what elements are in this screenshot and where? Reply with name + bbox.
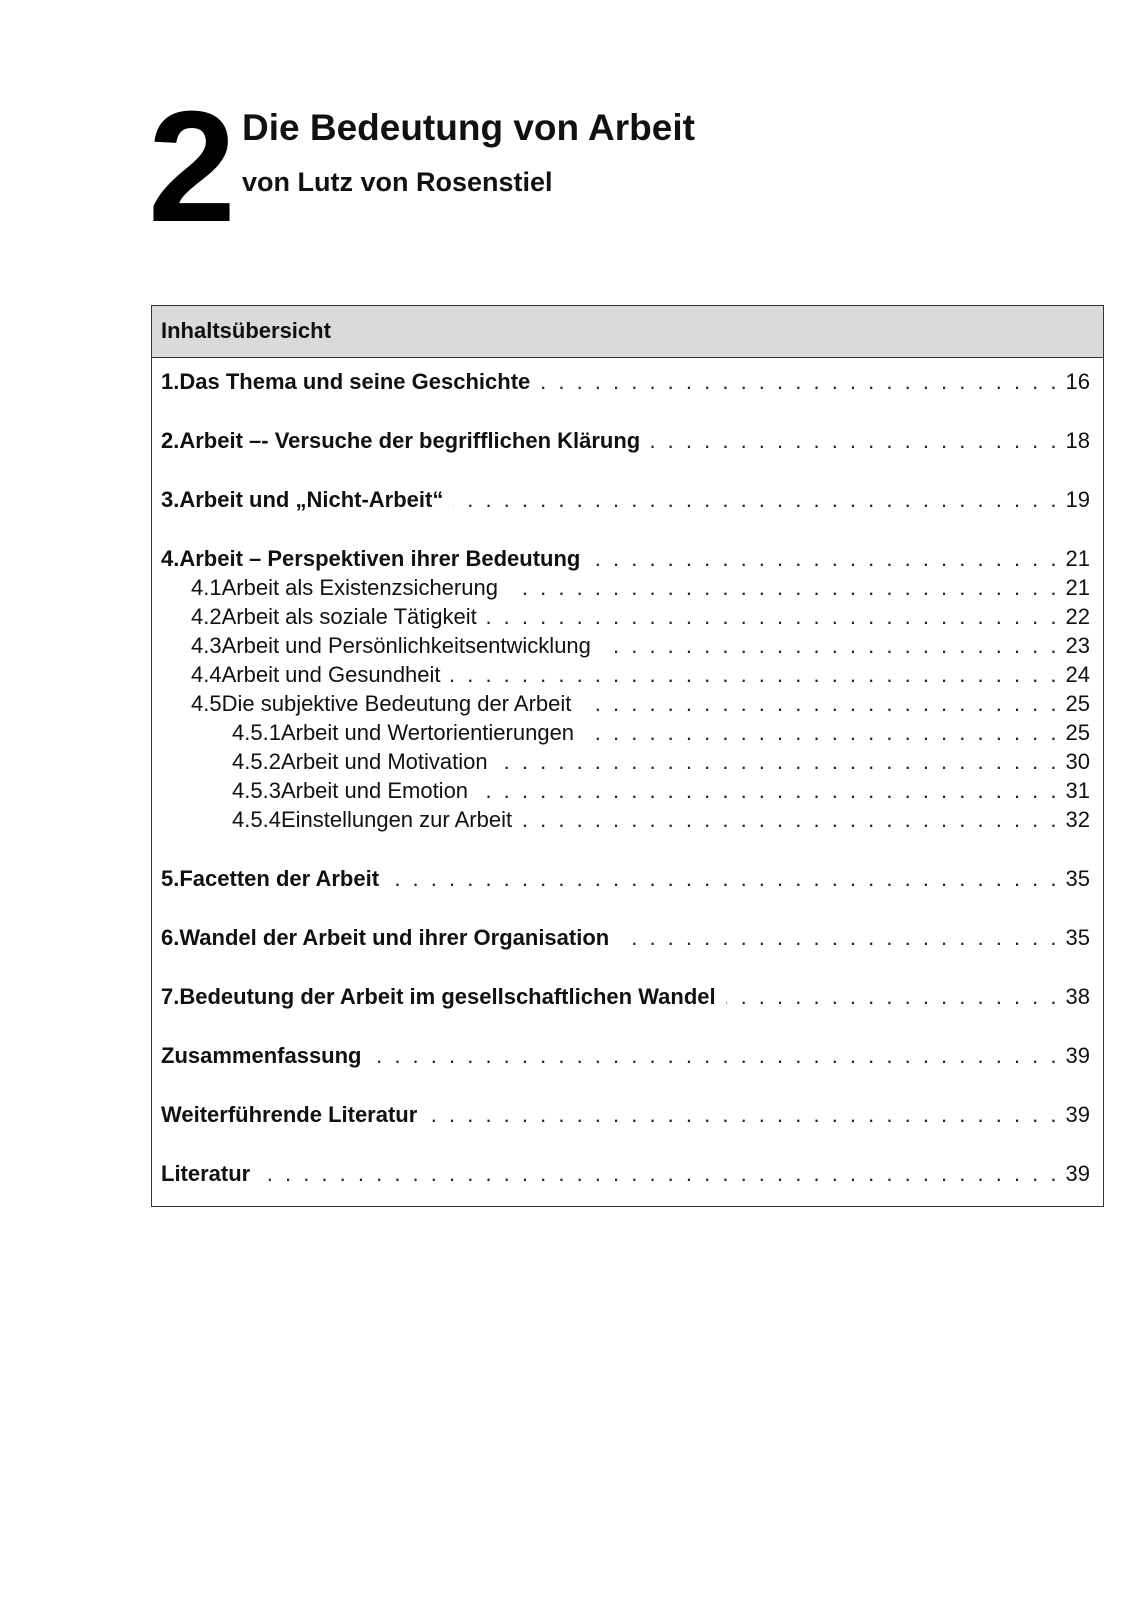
toc-entry-title: Arbeit – Perspektiven ihrer Bedeutung: [179, 546, 581, 571]
toc-entry[interactable]: [161, 426, 1090, 456]
toc-entry-page: 39: [1065, 1102, 1090, 1127]
toc-entry-page: 24: [1065, 662, 1090, 687]
toc-leader-dots: [389, 864, 1059, 894]
toc-entry-page: 35: [1065, 866, 1090, 891]
toc-entry-number: 4.5.2: [232, 749, 281, 774]
toc-entry-number: 6.: [161, 925, 180, 950]
toc-entry[interactable]: [191, 660, 1090, 690]
toc-entry[interactable]: [191, 631, 1090, 661]
toc-entry-page: 39: [1065, 1161, 1090, 1186]
toc-entry-page: 25: [1065, 691, 1090, 716]
toc-leader-dots: [601, 631, 1060, 661]
toc-entry[interactable]: [232, 747, 1090, 777]
toc-entry-page: 18: [1065, 428, 1090, 453]
toc-entry-number: 4.: [161, 546, 180, 571]
toc-entry[interactable]: [161, 1041, 1090, 1071]
toc-entry-number: 4.4: [191, 662, 222, 687]
toc-leader-dots: [508, 573, 1060, 603]
toc-entry-title: Arbeit als soziale Tätigkeit: [221, 604, 477, 629]
toc-entry-title: Wandel der Arbeit und ihrer Organisation: [179, 925, 610, 950]
toc-leader-dots: [372, 1041, 1060, 1071]
toc-entry-title: Arbeit und Gesundheit: [221, 662, 441, 687]
toc-entry-number: 4.5.1: [232, 720, 281, 745]
toc-entry[interactable]: [161, 982, 1090, 1012]
toc-leader-dots: [581, 689, 1059, 719]
toc-entry[interactable]: [161, 544, 1090, 574]
toc-leader-dots: [487, 602, 1060, 632]
toc-entry-title: Arbeit und Motivation: [280, 749, 488, 774]
toc-entry[interactable]: [191, 689, 1090, 719]
toc-entry[interactable]: [191, 573, 1090, 603]
toc-entry-title: Das Thema und seine Geschichte: [179, 369, 531, 394]
toc-entry[interactable]: [161, 1159, 1090, 1189]
toc-entry-number: 1.: [161, 369, 180, 394]
toc-entry[interactable]: [161, 485, 1090, 515]
toc-entry[interactable]: [232, 805, 1090, 835]
chapter-author: von Lutz von Rosenstiel: [242, 167, 553, 197]
toc-entry[interactable]: [232, 776, 1090, 806]
toc-leader-dots: [590, 544, 1059, 574]
chapter-number: 2: [148, 79, 232, 255]
toc-entry-title: Literatur: [161, 1161, 251, 1186]
toc-entry-title: Arbeit und „Nicht-Arbeit“: [179, 487, 444, 512]
chapter-title: Die Bedeutung von Arbeit: [242, 107, 695, 148]
toc-entry[interactable]: [161, 367, 1090, 397]
toc-leader-dots: [726, 982, 1060, 1012]
toc-entry[interactable]: [161, 864, 1090, 894]
toc-entry-page: 21: [1065, 546, 1090, 571]
toc-entry-title: Bedeutung der Arbeit im gesellschaftlichen Wandel: [179, 984, 716, 1009]
toc-leader-dots: [260, 1159, 1059, 1189]
toc-entry-number: 7.: [161, 984, 180, 1009]
toc-entry-page: 16: [1065, 369, 1090, 394]
toc-entry-page: 22: [1065, 604, 1090, 629]
toc-entry-number: 4.5.4: [232, 807, 281, 832]
toc-entry-title: Arbeit als Existenzsicherung: [221, 575, 498, 600]
toc-entry[interactable]: [232, 718, 1090, 748]
toc-entry-title: Facetten der Arbeit: [179, 866, 380, 891]
toc-entry-page: 32: [1065, 807, 1090, 832]
toc-entry-page: 21: [1065, 575, 1090, 600]
toc-entry-title: Weiterführende Literatur: [161, 1102, 418, 1127]
toc-entry-number: 4.2: [191, 604, 222, 629]
toc-entry-page: 31: [1065, 778, 1090, 803]
toc-entry-page: 25: [1065, 720, 1090, 745]
toc-heading: Inhaltsübersicht: [152, 306, 1103, 358]
toc-entry-number: 4.1: [191, 575, 222, 600]
toc-entry-page: 30: [1065, 749, 1090, 774]
toc-leader-dots: [619, 923, 1059, 953]
toc-entry-title: Die subjektive Bedeutung der Arbeit: [221, 691, 572, 716]
toc-entry-title: Einstellungen zur Arbeit: [280, 807, 513, 832]
toc-entry-number: 3.: [161, 487, 180, 512]
toc-entry-number: 4.3: [191, 633, 222, 658]
toc-entry-title: Arbeit –- Versuche der begrifflichen Klärung: [179, 428, 641, 453]
toc-entry-number: 4.5.3: [232, 778, 281, 803]
toc-leader-dots: [650, 426, 1059, 456]
toc-entry-page: 19: [1065, 487, 1090, 512]
toc-leader-dots: [427, 1100, 1059, 1130]
toc-leader-dots: [522, 805, 1059, 835]
toc-leader-dots: [584, 718, 1059, 748]
toc-entry[interactable]: [161, 923, 1090, 953]
table-of-contents: [151, 305, 1104, 1207]
toc-entry[interactable]: [191, 602, 1090, 632]
toc-entry-title: Zusammenfassung: [161, 1043, 362, 1068]
toc-entry-page: 38: [1065, 984, 1090, 1009]
toc-entry-number: 4.5: [191, 691, 222, 716]
toc-entry-title: Arbeit und Emotion: [280, 778, 469, 803]
toc-entry-number: 5.: [161, 866, 180, 891]
toc-leader-dots: [478, 776, 1059, 806]
toc-entry-title: Arbeit und Wertorientierungen: [280, 720, 575, 745]
toc-leader-dots: [453, 485, 1059, 515]
toc-entry[interactable]: [161, 1100, 1090, 1130]
toc-leader-dots: [498, 747, 1060, 777]
toc-entry-page: 39: [1065, 1043, 1090, 1068]
toc-entry-page: 23: [1065, 633, 1090, 658]
toc-leader-dots: [451, 660, 1060, 690]
toc-leader-dots: [540, 367, 1059, 397]
toc-entry-title: Arbeit und Persönlichkeitsentwicklung: [221, 633, 591, 658]
toc-entry-page: 35: [1065, 925, 1090, 950]
toc-entry-number: 2.: [161, 428, 180, 453]
